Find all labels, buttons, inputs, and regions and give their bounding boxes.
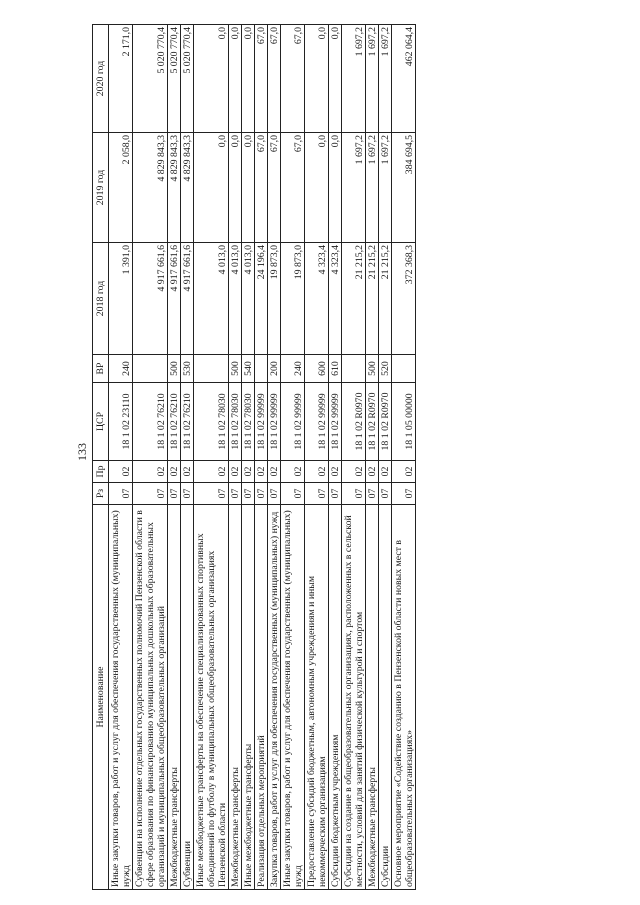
table-row <box>305 25 329 890</box>
row-value-2020: 1 697,2 <box>366 25 379 133</box>
row-value-2018: 21 215,2 <box>379 243 392 355</box>
row-vr: 530 <box>181 355 194 383</box>
row-value-2020: 0,0 <box>305 25 329 133</box>
row-name: Субсидии бюджетным учреждениям <box>329 505 342 890</box>
row-pr: 02 <box>281 461 305 483</box>
row-pr: 02 <box>109 461 133 483</box>
row-value-2018: 4 917 661,6 <box>168 243 181 355</box>
row-vr: 500 <box>168 355 181 383</box>
header-csr: ЦСР <box>93 383 109 461</box>
row-value-2020: 2 171,0 <box>109 25 133 133</box>
row-pr: 02 <box>194 461 229 483</box>
row-value-2019: 0,0 <box>329 133 342 243</box>
table-row <box>255 25 268 890</box>
row-rz: 07 <box>133 483 168 505</box>
header-2019: 2019 год <box>93 133 109 243</box>
row-rz: 07 <box>242 483 255 505</box>
row-pr: 02 <box>255 461 268 483</box>
row-rz: 07 <box>109 483 133 505</box>
row-pr: 02 <box>392 461 416 483</box>
table-row <box>281 25 305 890</box>
header-pr: Пр <box>93 461 109 483</box>
row-value-2020: 0,0 <box>229 25 242 133</box>
row-csr: 18 1 02 99999 <box>255 383 268 461</box>
row-pr: 02 <box>342 461 366 483</box>
row-pr: 02 <box>379 461 392 483</box>
header-2020: 2020 год <box>93 25 109 133</box>
table-row <box>242 25 255 890</box>
row-value-2019: 0,0 <box>229 133 242 243</box>
row-value-2020: 0,0 <box>194 25 229 133</box>
row-value-2019: 0,0 <box>242 133 255 243</box>
row-value-2018: 1 391,0 <box>109 243 133 355</box>
row-csr: 18 1 02 78030 <box>229 383 242 461</box>
row-csr: 18 1 02 78030 <box>194 383 229 461</box>
row-value-2019: 1 697,2 <box>366 133 379 243</box>
table-row <box>342 25 366 890</box>
row-name: Основное мероприятие «Содействие созданию в Пензенской области новых мест в общеобразовательных организациях» <box>392 505 416 890</box>
row-value-2020: 1 697,2 <box>379 25 392 133</box>
row-csr: 18 1 02 R0970 <box>342 383 366 461</box>
row-value-2020: 5 020 770,4 <box>181 25 194 133</box>
row-vr: 520 <box>379 355 392 383</box>
row-value-2020: 1 697,2 <box>342 25 366 133</box>
budget-table <box>92 24 416 890</box>
table-row <box>133 25 168 890</box>
row-vr: 500 <box>229 355 242 383</box>
table-row <box>268 25 281 890</box>
row-csr: 18 1 02 76210 <box>168 383 181 461</box>
row-value-2020: 67,0 <box>268 25 281 133</box>
page-number: 133 <box>75 443 89 461</box>
table-row <box>379 25 392 890</box>
row-value-2019: 1 697,2 <box>379 133 392 243</box>
row-csr: 18 1 05 00000 <box>392 383 416 461</box>
row-value-2019: 67,0 <box>255 133 268 243</box>
row-name: Иные закупки товаров, работ и услуг для обеспечения государственных (муниципальных) нужд <box>281 505 305 890</box>
row-rz: 07 <box>229 483 242 505</box>
row-vr <box>194 355 229 383</box>
row-value-2020: 462 064,4 <box>392 25 416 133</box>
row-vr <box>133 355 168 383</box>
row-value-2019: 4 829 843,3 <box>133 133 168 243</box>
row-name: Реализация отдельных мероприятий <box>255 505 268 890</box>
row-rz: 07 <box>181 483 194 505</box>
row-rz: 07 <box>255 483 268 505</box>
row-vr: 610 <box>329 355 342 383</box>
header-2018: 2018 год <box>93 243 109 355</box>
row-vr <box>342 355 366 383</box>
row-name: Субвенции на исполнение отдельных государственных полномочий Пензенской области в сфере образования по финансированию муниципальных дошкольных образовательных организаций и муниципальных общеобразовательных организаций <box>133 505 168 890</box>
row-name: Субсидии <box>379 505 392 890</box>
row-value-2020: 0,0 <box>242 25 255 133</box>
table-row <box>109 25 133 890</box>
row-value-2018: 19 873,0 <box>281 243 305 355</box>
row-pr: 02 <box>366 461 379 483</box>
row-vr <box>255 355 268 383</box>
row-value-2019: 0,0 <box>305 133 329 243</box>
row-value-2020: 67,0 <box>281 25 305 133</box>
row-name: Иные межбюджетные трансферты <box>242 505 255 890</box>
table-row <box>181 25 194 890</box>
row-value-2018: 21 215,2 <box>342 243 366 355</box>
table-row <box>329 25 342 890</box>
row-csr: 18 1 02 99999 <box>268 383 281 461</box>
row-csr: 18 1 02 R0970 <box>366 383 379 461</box>
row-rz: 07 <box>281 483 305 505</box>
row-value-2020: 67,0 <box>255 25 268 133</box>
row-rz: 07 <box>379 483 392 505</box>
table-body <box>109 25 416 890</box>
row-value-2020: 5 020 770,4 <box>133 25 168 133</box>
row-value-2018: 4 013,0 <box>242 243 255 355</box>
row-pr: 02 <box>229 461 242 483</box>
row-value-2019: 4 829 843,3 <box>181 133 194 243</box>
row-value-2019: 384 694,5 <box>392 133 416 243</box>
table-row <box>366 25 379 890</box>
row-vr: 240 <box>109 355 133 383</box>
table-row <box>392 25 416 890</box>
row-value-2020: 0,0 <box>329 25 342 133</box>
row-vr <box>392 355 416 383</box>
row-pr: 02 <box>168 461 181 483</box>
table-row <box>194 25 229 890</box>
row-value-2018: 4 013,0 <box>229 243 242 355</box>
row-vr: 600 <box>305 355 329 383</box>
row-csr: 18 1 02 99999 <box>281 383 305 461</box>
row-value-2018: 19 873,0 <box>268 243 281 355</box>
row-csr: 18 1 02 99999 <box>305 383 329 461</box>
row-rz: 07 <box>392 483 416 505</box>
row-name: Закупка товаров, работ и услуг для обеспечения государственных (муниципальных) нужд <box>268 505 281 890</box>
row-value-2018: 4 323,4 <box>329 243 342 355</box>
row-csr: 18 1 02 76210 <box>181 383 194 461</box>
row-pr: 02 <box>242 461 255 483</box>
row-value-2018: 4 917 661,6 <box>181 243 194 355</box>
header-name: Наименование <box>93 505 109 890</box>
row-rz: 07 <box>168 483 181 505</box>
table-row <box>168 25 181 890</box>
row-vr: 500 <box>366 355 379 383</box>
row-vr: 200 <box>268 355 281 383</box>
budget-table-box <box>92 25 537 890</box>
row-value-2019: 1 697,2 <box>342 133 366 243</box>
row-value-2018: 372 368,3 <box>392 243 416 355</box>
header-vr: ВР <box>93 355 109 383</box>
row-value-2020: 5 020 770,4 <box>168 25 181 133</box>
row-vr: 540 <box>242 355 255 383</box>
row-name: Субсидии на создание в общеобразовательных организациях, расположенных в сельской местности, условий для занятий физической культурой и спортом <box>342 505 366 890</box>
row-rz: 07 <box>366 483 379 505</box>
row-pr: 02 <box>329 461 342 483</box>
row-pr: 02 <box>181 461 194 483</box>
row-pr: 02 <box>305 461 329 483</box>
row-name: Межбюджетные трансферты <box>168 505 181 890</box>
row-name: Субвенции <box>181 505 194 890</box>
row-rz: 07 <box>194 483 229 505</box>
row-value-2019: 67,0 <box>268 133 281 243</box>
row-vr: 240 <box>281 355 305 383</box>
row-value-2018: 4 323,4 <box>305 243 329 355</box>
row-value-2018: 21 215,2 <box>366 243 379 355</box>
row-rz: 07 <box>305 483 329 505</box>
row-pr: 02 <box>268 461 281 483</box>
row-name: Иные закупки товаров, работ и услуг для обеспечения государственных (муниципальных) нужд <box>109 505 133 890</box>
row-value-2019: 2 058,0 <box>109 133 133 243</box>
row-csr: 18 1 02 R0970 <box>379 383 392 461</box>
row-value-2019: 4 829 843,3 <box>168 133 181 243</box>
rotated-table-container <box>92 25 537 890</box>
row-name: Межбюджетные трансферты <box>229 505 242 890</box>
row-csr: 18 1 02 76210 <box>133 383 168 461</box>
row-value-2018: 4 013,0 <box>194 243 229 355</box>
row-value-2018: 24 196,4 <box>255 243 268 355</box>
row-csr: 18 1 02 23110 <box>109 383 133 461</box>
row-value-2019: 67,0 <box>281 133 305 243</box>
row-pr: 02 <box>133 461 168 483</box>
row-name: Иные межбюджетные трансферты на обеспечение специализированных спортивных объединений по футболу в муниципальных общеобразовательных организациях Пензенской области <box>194 505 229 890</box>
row-rz: 07 <box>329 483 342 505</box>
row-value-2019: 0,0 <box>194 133 229 243</box>
row-name: Предоставление субсидий бюджетным, автономным учреждениям и иным некоммерческим организациям <box>305 505 329 890</box>
table-header-row <box>93 25 109 890</box>
row-value-2018: 4 917 661,6 <box>133 243 168 355</box>
header-rz: Рз <box>93 483 109 505</box>
row-csr: 18 1 02 78030 <box>242 383 255 461</box>
row-rz: 07 <box>268 483 281 505</box>
row-csr: 18 1 02 99999 <box>329 383 342 461</box>
row-rz: 07 <box>342 483 366 505</box>
row-name: Межбюджетные трансферты <box>366 505 379 890</box>
table-row <box>229 25 242 890</box>
